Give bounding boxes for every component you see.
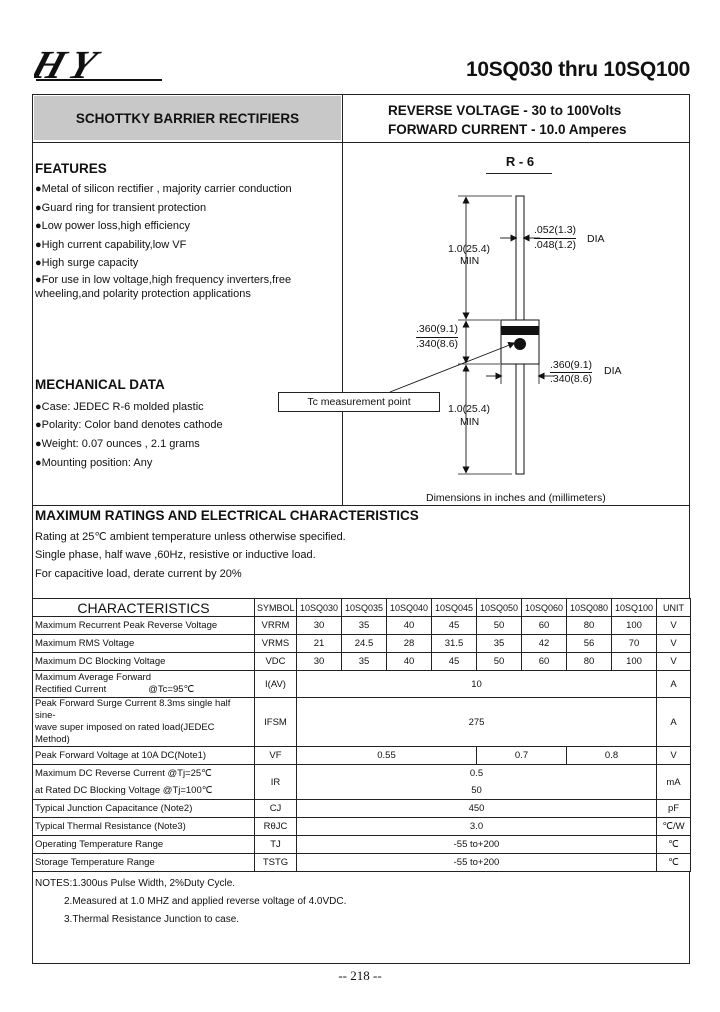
table-row-vf [33,747,691,765]
cell-value: 30 [297,617,342,635]
cell-value: 50 [477,617,522,635]
reverse-voltage-spec: REVERSE VOLTAGE - 30 to 100Volts [388,103,622,118]
package-name: R - 6 [505,154,535,169]
row-unit: V [657,617,691,635]
feature-item: ●High surge capacity [35,257,139,269]
body-dia-min: .340(8.6) [550,373,593,385]
mechanical-item: ●Case: JEDEC R-6 molded plastic [35,401,204,413]
lead-dia-min: .048(1.2) [534,239,577,251]
note-item: 2.Measured at 1.0 MHZ and applied reverse voltage of 4.0VDC. [64,896,347,907]
col-part: 10SQ035 [342,599,387,617]
cell-value: 10 [297,671,657,698]
row-unit: ℃ [657,836,691,854]
col-part: 10SQ040 [387,599,432,617]
row-label: Typical Thermal Resistance (Note3) [33,818,255,836]
cell-value: 70 [612,635,657,653]
feature-item: ●Metal of silicon rectifier , majority carrier conduction [35,183,292,195]
lead-length-bottom: 1.0(25.4) [448,403,491,415]
row-label-text: Rectified Current [35,684,107,695]
cell-value: 21 [297,635,342,653]
feature-item: ●Guard ring for transient protection [35,202,207,214]
lead-min-top: MIN [460,255,480,267]
body-dia-max: .360(9.1) [550,359,593,371]
row-symbol: CJ [255,800,297,818]
cell-value: 0.7 [477,747,567,765]
ratings-condition: Rating at 25℃ ambient temperature unless otherwise specified. [35,531,346,543]
row-label: Maximum RMS Voltage [33,635,255,653]
table-row-vdc [33,653,691,671]
row-symbol: IR [255,765,297,800]
feature-item: wheeling,and polarity protection applications [35,288,251,300]
cell-value: 35 [342,653,387,671]
ratings-title: MAXIMUM RATINGS AND ELECTRICAL CHARACTERISTICS [35,508,419,523]
row-label: Maximum Recurrent Peak Reverse Voltage [33,617,255,635]
row-symbol: VRMS [255,635,297,653]
table-row-rth [33,818,691,836]
cell-value: 0.55 [297,747,477,765]
cell-value: 40 [387,617,432,635]
col-part: 10SQ045 [432,599,477,617]
tc-measurement-callout: Tc measurement point [278,392,440,412]
cell-value: 31.5 [432,635,477,653]
col-characteristics: CHARACTERISTICS [33,599,255,617]
row-label: Operating Temperature Range [33,836,255,854]
row-label [33,698,255,747]
note-item: NOTES:1.300us Pulse Width, 2%Duty Cycle. [35,878,236,889]
cell-value: 42 [522,635,567,653]
cell-value: 3.0 [297,818,657,836]
col-part: 10SQ080 [567,599,612,617]
cell-value: 45 [432,653,477,671]
feature-item: ●Low power loss,high efficiency [35,220,191,232]
cell-value: 45 [432,617,477,635]
lead-min-bottom: MIN [460,416,480,428]
cell-value: 35 [477,635,522,653]
cell-value: 60 [522,653,567,671]
row-unit: V [657,635,691,653]
row-label-line: Peak Forward Surge Current 8.3ms single half sine- [35,698,231,721]
cell-value: -55 to+200 [297,854,657,872]
table-header-row [33,599,691,617]
col-part: 10SQ060 [522,599,567,617]
cell-value: 50 [477,653,522,671]
lead-dia-max: .052(1.3) [534,224,577,236]
row-symbol: VRRM [255,617,297,635]
row-symbol: TJ [255,836,297,854]
logo-text: HY [34,44,109,86]
body-length-min: .340(8.6) [416,338,459,350]
document-title: 10SQ030 thru 10SQ100 [466,58,690,81]
row-symbol: IFSM [255,698,297,747]
table-row-vrms [33,635,691,653]
cell-value [297,765,657,800]
mechanical-item: ●Weight: 0.07 ounces , 2.1 grams [35,438,200,450]
note-item: 3.Thermal Resistance Junction to case. [64,914,240,925]
cell-value: 275 [297,698,657,747]
col-part: 10SQ030 [297,599,342,617]
ratings-condition: Single phase, half wave ,60Hz, resistive or inductive load. [35,549,316,561]
col-part: 10SQ050 [477,599,522,617]
cell-value-line: 50 [471,785,482,796]
cell-value-line: 0.5 [469,768,484,779]
row-unit: V [657,747,691,765]
features-title: FEATURES [35,161,107,176]
col-symbol: SYMBOL [255,599,297,617]
cell-value: 56 [567,635,612,653]
cell-value: 100 [612,617,657,635]
forward-current-spec: FORWARD CURRENT - 10.0 Amperes [388,122,627,137]
row-symbol: RθJC [255,818,297,836]
table-row-vrrm [33,617,691,635]
cell-value: 30 [297,653,342,671]
row-label [33,671,255,698]
page-number: -- 218 -- [338,968,382,983]
row-unit: ℃ [657,854,691,872]
row-label-condition: @Tc=95℃ [148,684,195,695]
mechanical-title: MECHANICAL DATA [35,377,165,392]
body-length-max: .360(9.1) [416,323,459,335]
table-row-tstg [33,854,691,872]
row-symbol: I(AV) [255,671,297,698]
cell-value: 28 [387,635,432,653]
feature-item: ●High current capability,low VF [35,239,187,251]
table-row-cj [33,800,691,818]
row-symbol: TSTG [255,854,297,872]
col-part: 10SQ100 [612,599,657,617]
row-unit: mA [657,765,691,800]
row-label: Peak Forward Voltage at 10A DC(Note1) [33,747,255,765]
cell-value: 80 [567,617,612,635]
cell-value: 450 [297,800,657,818]
cell-value: 24.5 [342,635,387,653]
table-row-iav [33,671,691,698]
dimensions-note: Dimensions in inches and (millimeters) [426,492,606,504]
row-unit: ℃/W [657,818,691,836]
col-unit: UNIT [657,599,691,617]
row-unit: V [657,653,691,671]
characteristics-table [32,598,691,872]
row-symbol: VF [255,747,297,765]
cell-value: 35 [342,617,387,635]
row-label: Maximum DC Blocking Voltage [33,653,255,671]
row-label-line: at Rated DC Blocking Voltage @Tj=100℃ [35,785,213,796]
row-label-line: wave super imposed on rated load(JEDEC Method) [35,722,215,745]
ratings-condition: For capacitive load, derate current by 20% [35,568,242,580]
lead-length-top: 1.0(25.4) [448,243,491,255]
lead-dia-label: DIA [587,233,605,245]
row-unit: pF [657,800,691,818]
table-row-tj [33,836,691,854]
table-row-ifsm [33,698,691,747]
mechanical-item: ●Mounting position: Any [35,457,153,469]
row-label: Storage Temperature Range [33,854,255,872]
row-unit: A [657,671,691,698]
cell-value: 40 [387,653,432,671]
category-banner: SCHOTTKY BARRIER RECTIFIERS [34,96,341,140]
row-label: Typical Junction Capacitance (Note2) [33,800,255,818]
row-label [33,765,255,800]
row-symbol: VDC [255,653,297,671]
cell-value: -55 to+200 [297,836,657,854]
cell-value: 60 [522,617,567,635]
table-row-ir [33,765,691,800]
cell-value: 0.8 [567,747,657,765]
mechanical-item: ●Polarity: Color band denotes cathode [35,419,223,431]
cell-value: 100 [612,653,657,671]
row-label-line [35,684,252,696]
feature-item: ●For use in low voltage,high frequency inverters,free [35,274,292,286]
row-unit: A [657,698,691,747]
row-label-line: Maximum Average Forward [35,672,151,683]
cell-value: 80 [567,653,612,671]
body-dia-label: DIA [604,365,622,377]
row-label-line: Maximum DC Reverse Current @Tj=25℃ [35,768,212,779]
